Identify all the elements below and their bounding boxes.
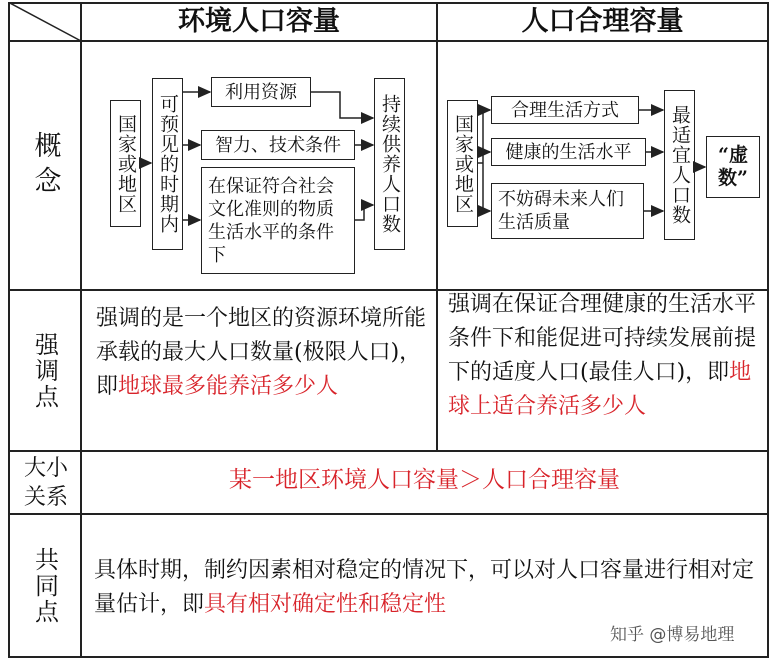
reason-result-box: 最适宜人口数 (664, 90, 695, 240)
header-reasonable-capacity: 人口合理容量 (521, 6, 684, 37)
env-factor-living-standard: 在保证符合社会文化准则的物质生活水平的条件下 (201, 167, 355, 274)
reason-factor-health: 健康的生活水平 (491, 138, 646, 166)
env-factor-resources: 利用资源 (211, 77, 311, 107)
row-label-emphasis: 强调点 (30, 331, 59, 410)
env-factor-technology: 智力、技术条件 (201, 130, 355, 160)
reason-factor-future: 不妨碍未来人们生活质量 (491, 183, 644, 239)
emphasis-environment-plain: 强调的是一个地区的资源环境所能承载的最大人口数量(极限人口)，即 (96, 306, 427, 399)
row-label-size: 大小关系 (23, 456, 68, 510)
common-point-plain: 具体时期，制约因素相对稳定的情况下，可以对人口容量进行相对定量估计，即 (94, 558, 755, 617)
emphasis-reasonable-text (448, 288, 760, 424)
reason-region-box: 国家或地区 (447, 100, 478, 227)
env-period-box: 可预见的时期内 (152, 78, 183, 250)
row-label-common: 共同点 (30, 546, 59, 625)
header-environment-capacity: 环境人口容量 (178, 6, 340, 37)
row-label-concept: 概念 (29, 130, 61, 201)
reason-factor-lifestyle: 合理生活方式 (491, 96, 639, 124)
watermark: 知乎 @博易地理 (610, 625, 735, 645)
reason-virtual-number-box: “虚数” (706, 136, 760, 198)
common-point-text (94, 554, 760, 622)
size-relation-text: 某一地区环境人口容量＞人口合理容量 (229, 467, 620, 493)
common-point-highlight: 具有相对确定性和稳定性 (204, 592, 447, 617)
env-region-box: 国家或地区 (110, 100, 141, 227)
emphasis-reasonable-plain: 强调在保证合理健康的生活水平条件下和能促进可持续发展前提下的适度人口(最佳人口)，即 (448, 292, 757, 385)
emphasis-environment-text (96, 302, 428, 404)
env-result-box: 持续供养人口数 (374, 78, 405, 250)
emphasis-environment-highlight: 地球最多能养活多少人 (118, 374, 339, 399)
emphasis-reasonable-highlight: 地球上适合养活多少人 (448, 360, 752, 419)
